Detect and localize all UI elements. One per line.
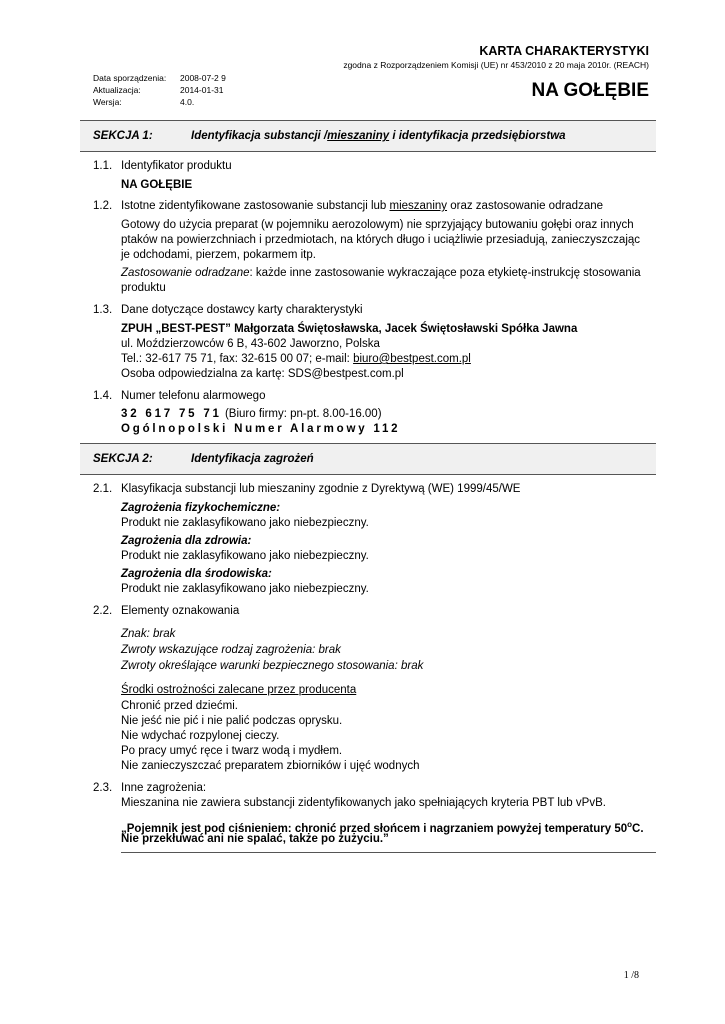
subsection-number: 1.2. bbox=[93, 200, 113, 212]
subsection-number: 2.2. bbox=[93, 605, 113, 617]
hazard-text: Produkt nie zaklasyfikowano jako niebezpieczny. bbox=[121, 517, 369, 529]
meta-row bbox=[93, 84, 226, 96]
divider bbox=[121, 852, 656, 853]
precaution-item: Po pracy umyć ręce i twarz wodą i mydłem. bbox=[121, 745, 343, 757]
section-2-header bbox=[80, 443, 656, 475]
advised-against: Zastosowanie odradzane: każde inne zastosowanie wykraczające poza etykietę-instrukcję stosowania bbox=[121, 267, 641, 279]
section-number: SEKCJA 1: bbox=[93, 130, 153, 142]
meta-value: 2008-07-2 9 bbox=[180, 73, 226, 83]
meta-label: Data sporządzenia: bbox=[93, 73, 167, 83]
subsection-title: Identyfikator produktu bbox=[121, 160, 232, 172]
supplier-company: ZPUH „BEST-PEST” Małgorzata Świętosławska, Jacek Świętosławski Spółka Jawna bbox=[121, 323, 578, 335]
precautions-title: Środki ostrożności zalecane przez producenta bbox=[121, 684, 357, 696]
hazard-heading: Zagrożenia fizykochemiczne: bbox=[121, 502, 281, 514]
subsection-number: 2.3. bbox=[93, 782, 113, 794]
supplier-address: ul. Moździerzowców 6 B, 43-602 Jaworzno, Polska bbox=[121, 338, 380, 350]
section-number: SEKCJA 2: bbox=[93, 453, 153, 465]
document-meta bbox=[93, 72, 226, 108]
precaution-item: Nie jeść nie pić i nie palić podczas oprysku. bbox=[121, 715, 343, 727]
precaution-item: Nie zanieczyszczać preparatem zbiorników i ujęć wodnych bbox=[121, 760, 420, 772]
supplier-contact: Tel.: 32-617 75 71, fax: 32-615 00 07; e-mail: biuro@bestpest.com.pl bbox=[121, 353, 471, 365]
meta-row bbox=[93, 96, 226, 108]
subsection-title: Numer telefonu alarmowego bbox=[121, 390, 266, 402]
hazard-heading: Zagrożenia dla środowiska: bbox=[121, 568, 272, 580]
precaution-item: Chronić przed dziećmi. bbox=[121, 700, 238, 712]
subsection-number: 1.3. bbox=[93, 304, 113, 316]
safety-phrases: Zwroty określające warunki bezpiecznego stosowania: brak bbox=[121, 660, 424, 672]
label-sign: Znak: brak bbox=[121, 628, 176, 640]
section-title: Identyfikacja substancji /mieszaniny i identyfikacja przedsiębiorstwa bbox=[191, 130, 566, 142]
pressure-warning-cont: Nie przekłuwać ani nie spalać, także po zużyciu.” bbox=[121, 833, 389, 845]
subsection-title: Dane dotyczące dostawcy karty charakterystyki bbox=[121, 304, 363, 316]
emergency-phone: 32 617 75 71 (Biuro firmy: pn-pt. 8.00-16.00) bbox=[121, 408, 382, 420]
page-number: 1 /8 bbox=[623, 970, 639, 981]
use-description-line: Gotowy do użycia preparat (w pojemniku aerozolowym) nie sprzyjający butowaniu gołębi oraz innych bbox=[121, 219, 634, 231]
email-link[interactable]: biuro@bestpest.com.pl bbox=[353, 353, 471, 365]
subsection-title: Inne zagrożenia: bbox=[121, 782, 207, 794]
section-1-header bbox=[80, 120, 656, 152]
subsection-number: 1.4. bbox=[93, 390, 113, 402]
advised-against-cont: produktu bbox=[121, 282, 166, 294]
meta-value: 4.0. bbox=[180, 97, 195, 107]
use-description-line: je odchodami, pierzem, pokarmem itp. bbox=[121, 249, 316, 261]
subsection-title: Klasyfikacja substancji lub mieszaniny zgodnie z Dyrektywą (WE) 1999/45/WE bbox=[121, 483, 521, 495]
responsible-person: Osoba odpowiedzialna za kartę: SDS@bestpest.com.pl bbox=[121, 368, 404, 380]
meta-value: 2014-01-31 bbox=[180, 85, 224, 95]
product-identifier: NA GOŁĘBIE bbox=[121, 179, 193, 191]
hazard-heading: Zagrożenia dla zdrowia: bbox=[121, 535, 252, 547]
hazard-text: Produkt nie zaklasyfikowano jako niebezpieczny. bbox=[121, 550, 369, 562]
national-emergency-number: Ogólnopolski Numer Alarmowy 112 bbox=[121, 423, 401, 435]
section-title: Identyfikacja zagrożeń bbox=[191, 453, 314, 465]
precaution-item: Nie wdychać rozpylonej cieczy. bbox=[121, 730, 280, 742]
product-name-header: NA GOŁĘBIE bbox=[531, 80, 649, 101]
document-title: KARTA CHARAKTERYSTYKI bbox=[479, 44, 649, 58]
meta-label: Aktualizacja: bbox=[93, 85, 141, 95]
pressure-warning: „Pojemnik jest pod ciśnieniem: chronić przed słońcem i nagrzaniem powyżej temperatury 50$^o$C. bbox=[121, 820, 644, 835]
subsection-title: Istotne zidentyfikowane zastosowanie substancji lub mieszaniny oraz zastosowanie odradzane bbox=[121, 200, 604, 212]
subsection-number: 1.1. bbox=[93, 160, 113, 172]
regulation-note: zgodna z Rozporządzeniem Komisji (UE) nr 453/2010 z 20 maja 2010r. (REACH) bbox=[343, 60, 649, 70]
risk-phrases: Zwroty wskazujące rodzaj zagrożenia: brak bbox=[121, 644, 341, 656]
subsection-number: 2.1. bbox=[93, 483, 113, 495]
hazard-text: Produkt nie zaklasyfikowano jako niebezpieczny. bbox=[121, 583, 369, 595]
meta-row bbox=[93, 72, 226, 84]
meta-label: Wersja: bbox=[93, 97, 122, 107]
subsection-title: Elementy oznakowania bbox=[121, 605, 240, 617]
other-hazards-text: Mieszanina nie zawiera substancji zidentyfikowanych jako spełniających kryteria PBT lub vPvB. bbox=[121, 797, 606, 809]
use-description-line: ptaków na powierzchniach i przedmiotach, na których długo i uciążliwie przesiadują, zanieczyszczając bbox=[121, 234, 641, 246]
